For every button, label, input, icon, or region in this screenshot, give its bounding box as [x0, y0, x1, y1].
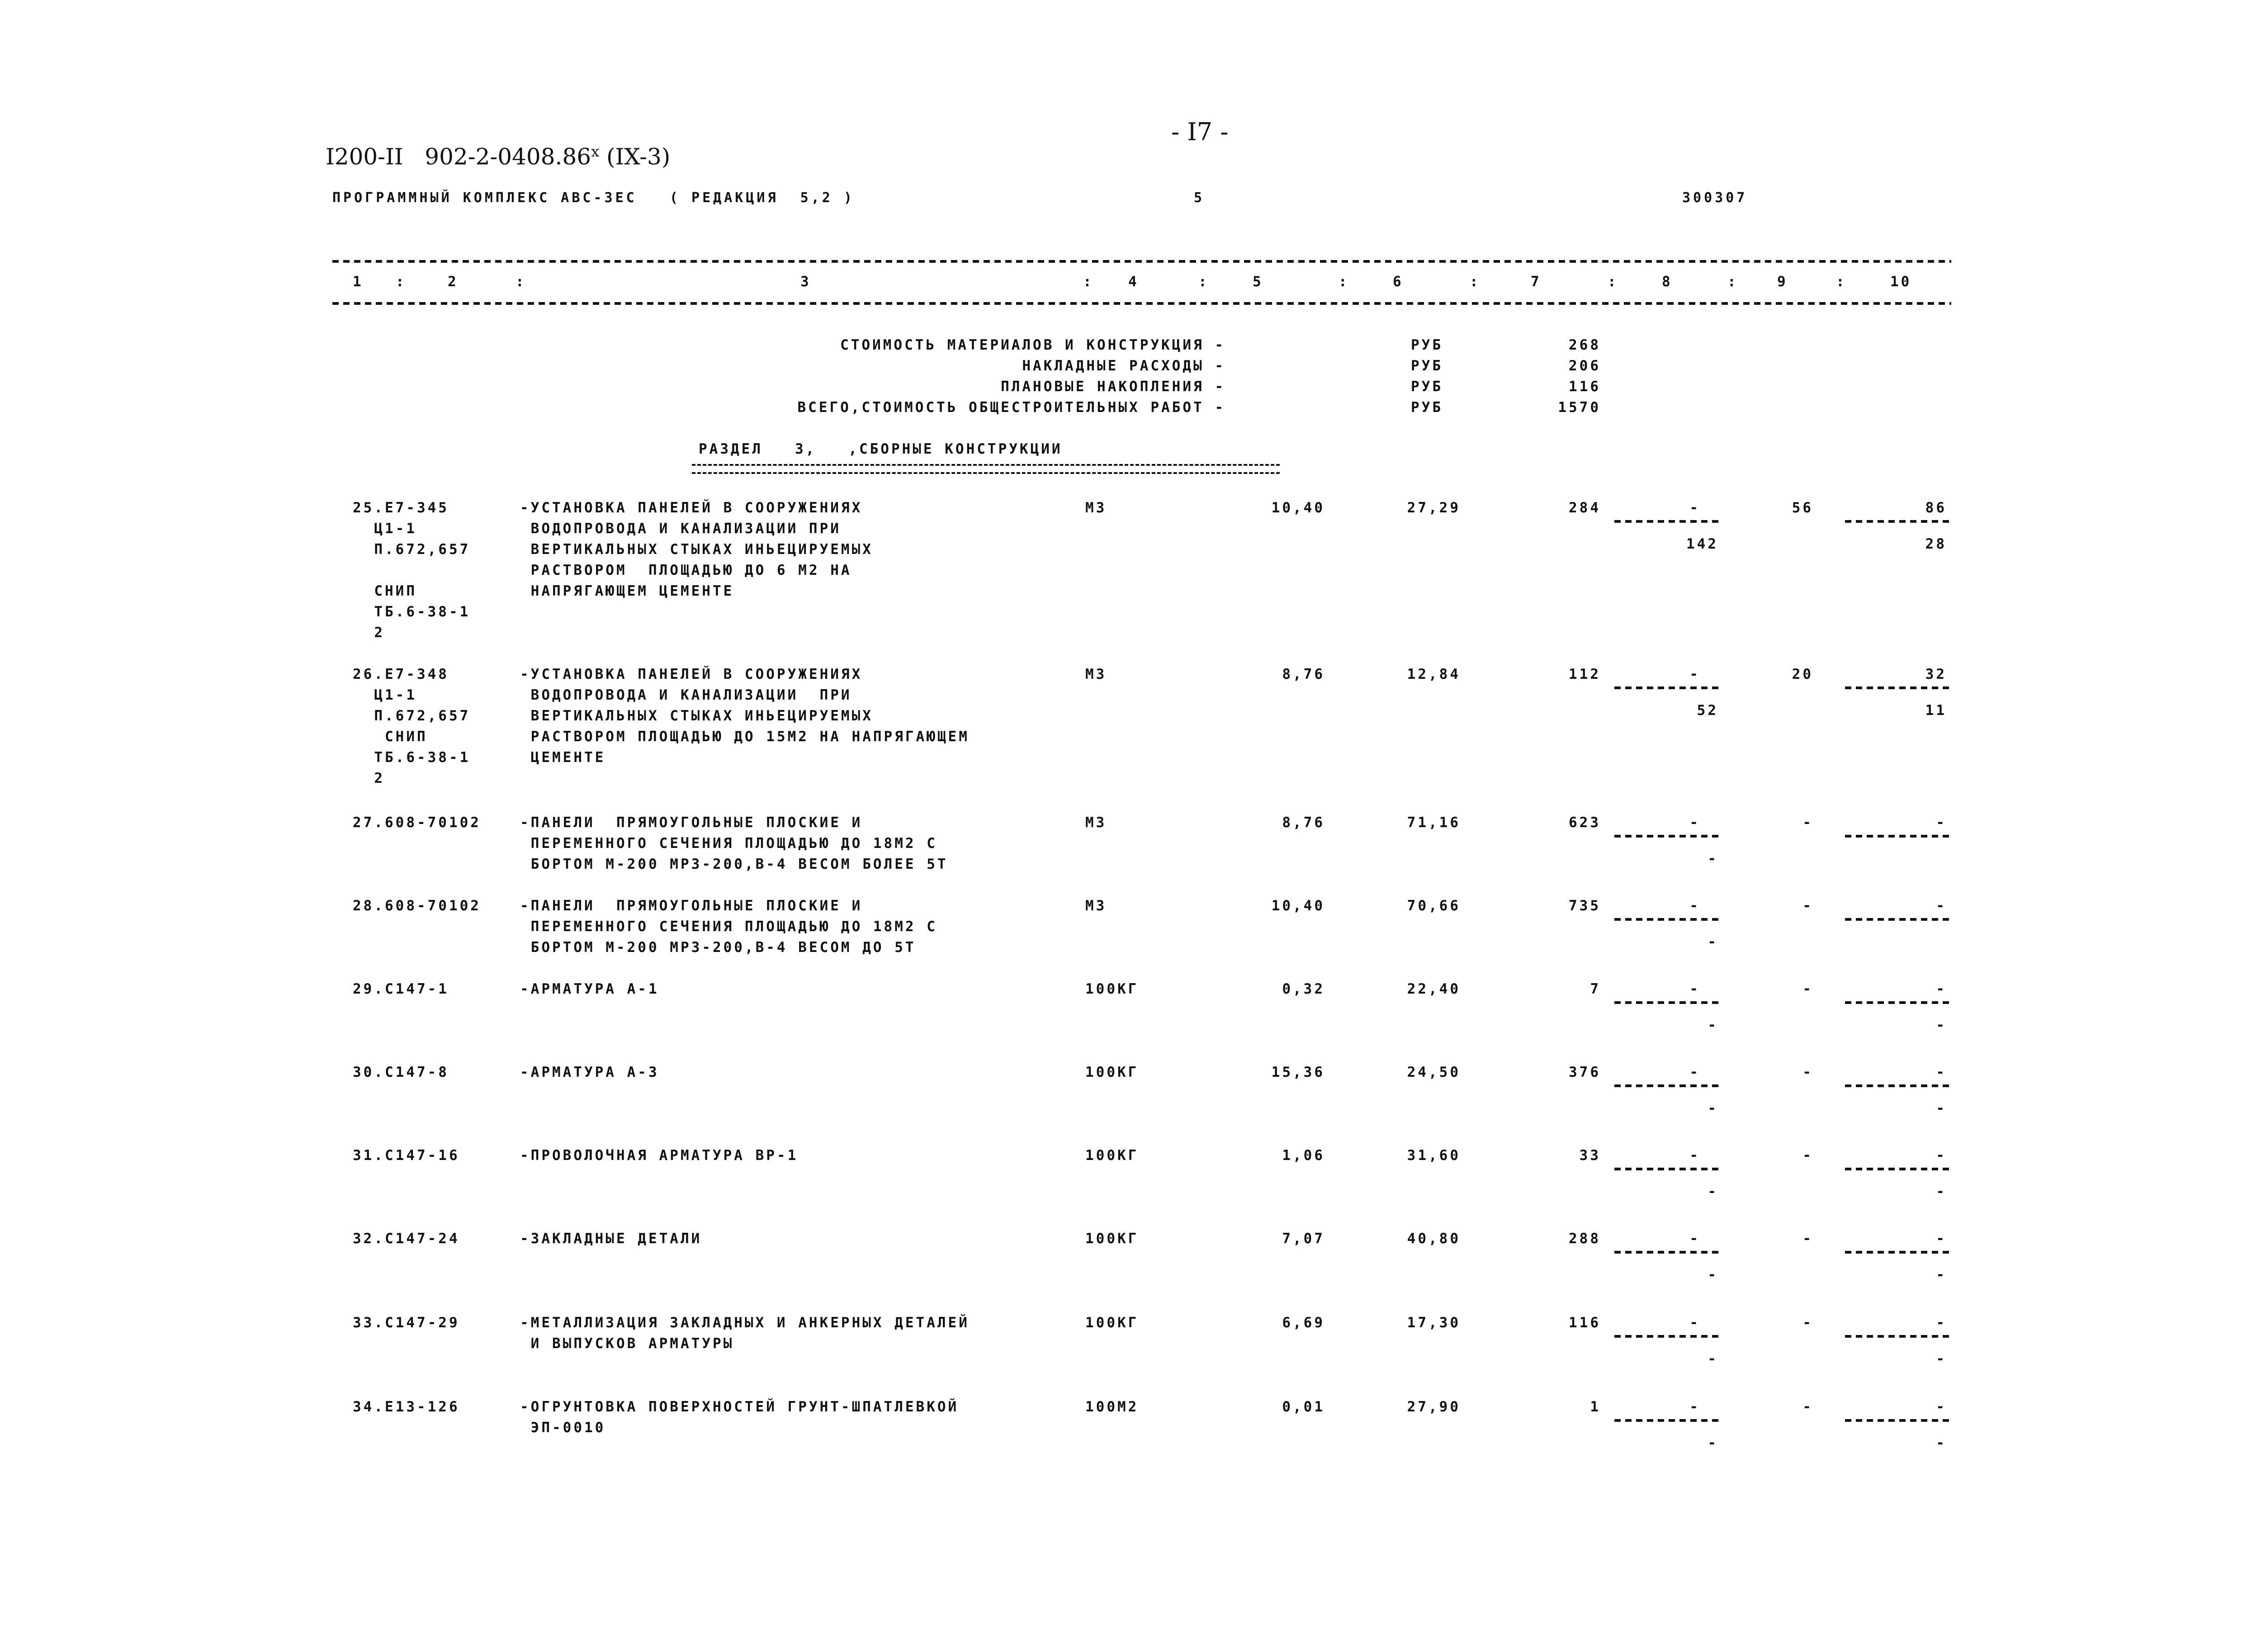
- row-col10-top: -: [1936, 814, 1947, 831]
- row-col10-bottom: -: [1936, 1351, 1947, 1367]
- row-col10-top: 32: [1925, 666, 1947, 682]
- total-unit: РУБ: [1411, 399, 1443, 416]
- row-col10-bottom: -: [1936, 1435, 1947, 1451]
- row-col10-top: -: [1936, 898, 1947, 914]
- row-quantity: 8,76: [1282, 814, 1325, 831]
- row-quantity: 15,36: [1271, 1064, 1325, 1080]
- row-unit-price: 40,80: [1407, 1231, 1461, 1247]
- total-value: 1570: [1558, 399, 1601, 416]
- row-total: 288: [1569, 1231, 1601, 1247]
- row-col9: 20: [1792, 666, 1813, 682]
- row-unit: 100КГ: [1085, 1064, 1139, 1080]
- row-col10-rule: [1845, 1168, 1949, 1170]
- row-col8-bottom: -: [1708, 934, 1718, 950]
- row-unit-price: 27,29: [1407, 500, 1461, 516]
- row-name: -ПАНЕЛИ ПРЯМОУГОЛЬНЫЕ ПЛОСКИЕ И ПЕРЕМЕННОГО СЕЧЕНИЯ ПЛОЩАДЬЮ ДО 18М2 С БОРТОМ М-200 МРЗ-200,В-4 ВЕСОМ ДО 5Т: [520, 898, 937, 956]
- row-total: 33: [1579, 1147, 1601, 1164]
- column-separator: :: [1198, 274, 1209, 290]
- total-label: НАКЛАДНЫЕ РАСХОДЫ -: [1022, 358, 1225, 374]
- row-name: -МЕТАЛЛИЗАЦИЯ ЗАКЛАДНЫХ И АНКЕРНЫХ ДЕТАЛЕЙ И ВЫПУСКОВ АРМАТУРЫ: [520, 1315, 970, 1352]
- row-col8-bottom: 142: [1686, 536, 1718, 552]
- section-title: РАЗДЕЛ 3, ,СБОРНЫЕ КОНСТРУКЦИИ: [699, 441, 1063, 457]
- total-label: ПЛАНОВЫЕ НАКОПЛЕНИЯ -: [1001, 379, 1225, 395]
- row-col8-bottom: -: [1708, 1100, 1718, 1117]
- row-col8-rule: [1614, 1168, 1718, 1170]
- column-header-1: 1: [353, 274, 364, 290]
- document-id-code: 300307: [1682, 190, 1748, 206]
- row-col8-rule: [1614, 1001, 1718, 1004]
- total-unit: РУБ: [1411, 337, 1443, 353]
- row-col8-bottom: -: [1708, 1435, 1718, 1451]
- row-code: 30.С147-8: [353, 1064, 449, 1080]
- row-name: -ОГРУНТОВКА ПОВЕРХНОСТЕЙ ГРУНТ-ШПАТЛЕВКОЙ ЭП-0010: [520, 1399, 959, 1436]
- row-col9: 56: [1792, 500, 1813, 516]
- row-unit: 100М2: [1085, 1399, 1139, 1415]
- row-col10-bottom: -: [1936, 1267, 1947, 1283]
- row-col8-rule: [1614, 686, 1718, 689]
- row-col9: -: [1802, 1231, 1813, 1247]
- total-unit: РУБ: [1411, 358, 1443, 374]
- row-quantity: 6,69: [1282, 1315, 1325, 1331]
- column-separator: :: [1339, 274, 1349, 290]
- column-header-3: 3: [800, 274, 811, 290]
- column-header-2: 2: [448, 274, 459, 290]
- row-col10-bottom: -: [1936, 1100, 1947, 1117]
- row-unit: М3: [1085, 814, 1107, 831]
- row-code: 27.608-70102: [353, 814, 481, 831]
- row-unit-price: 70,66: [1407, 898, 1461, 914]
- row-col10-top: -: [1936, 1147, 1947, 1164]
- row-unit: 100КГ: [1085, 1231, 1139, 1247]
- row-col8-bottom: -: [1708, 1183, 1718, 1200]
- row-col8-rule: [1614, 1251, 1718, 1254]
- column-header-6: 6: [1393, 274, 1404, 290]
- column-header-4: 4: [1128, 274, 1139, 290]
- row-unit-price: 24,50: [1407, 1064, 1461, 1080]
- row-col8-rule: [1614, 918, 1718, 921]
- column-separator: :: [1470, 274, 1481, 290]
- row-col10-top: -: [1936, 1315, 1947, 1331]
- row-col8-top: -: [1689, 1315, 1700, 1331]
- column-header-7: 7: [1531, 274, 1542, 290]
- column-separator: :: [516, 274, 526, 290]
- row-col10-top: -: [1936, 1399, 1947, 1415]
- row-col8-bottom: 52: [1697, 702, 1718, 719]
- row-col9: -: [1802, 981, 1813, 997]
- row-name: -АРМАТУРА А-1: [520, 981, 659, 997]
- row-name: -УСТАНОВКА ПАНЕЛЕЙ В СООРУЖЕНИЯХ ВОДОПРОВОДА И КАНАЛИЗАЦИИ ПРИ ВЕРТИКАЛЬНЫХ СТЫКАХ ИНЬЕЦИРУЕМЫХ РАСТВОРОМ ПЛОЩАДЬЮ ДО 15М2 НА НАПРЯГАЮЩЕМ ЦЕМЕНТЕ: [520, 666, 970, 766]
- row-total: 116: [1569, 1315, 1601, 1331]
- row-col10-rule: [1845, 1251, 1949, 1254]
- row-code: 34.Е13-126: [353, 1399, 460, 1415]
- row-col10-rule: [1845, 1419, 1949, 1422]
- row-unit-price: 12,84: [1407, 666, 1461, 682]
- row-code: 26.Е7-348 Ц1-1 П.672,657 СНИП ТБ.6-38-1 2: [353, 666, 471, 786]
- row-col8-top: -: [1689, 666, 1700, 682]
- row-quantity: 0,01: [1282, 1399, 1325, 1415]
- row-total: 284: [1569, 500, 1601, 516]
- row-col10-bottom: 28: [1925, 536, 1947, 552]
- row-col10-bottom: 11: [1925, 702, 1947, 719]
- row-total: 623: [1569, 814, 1601, 831]
- row-col9: -: [1802, 898, 1813, 914]
- row-col8-top: -: [1689, 981, 1700, 997]
- document-code-suffix: (IX-3): [599, 143, 671, 170]
- row-col8-top: -: [1689, 814, 1700, 831]
- row-col8-rule: [1614, 1084, 1718, 1087]
- column-header-9: 9: [1777, 274, 1788, 290]
- row-col8-top: -: [1689, 898, 1700, 914]
- column-separator: :: [1836, 274, 1847, 290]
- row-unit-price: 17,30: [1407, 1315, 1461, 1331]
- total-value: 116: [1569, 379, 1601, 395]
- row-col8-bottom: -: [1708, 1267, 1718, 1283]
- total-label: СТОИМОСТЬ МАТЕРИАЛОВ И КОНСТРУКЦИЯ -: [840, 337, 1225, 353]
- row-col8-rule: [1614, 1419, 1718, 1422]
- column-header-8: 8: [1662, 274, 1673, 290]
- row-col8-bottom: -: [1708, 1017, 1718, 1033]
- row-code: 28.608-70102: [353, 898, 481, 914]
- row-col8-rule: [1614, 520, 1718, 523]
- row-col10-top: -: [1936, 981, 1947, 997]
- row-col10-rule: [1845, 918, 1949, 921]
- header-bottom-rule: [332, 302, 1951, 305]
- program-complex-label: ПРОГРАММНЫЙ КОМПЛЕКС АВС-ЗЕС ( РЕДАКЦИЯ 5,2 ): [332, 190, 855, 206]
- row-col10-top: -: [1936, 1231, 1947, 1247]
- row-col8-top: -: [1689, 1064, 1700, 1080]
- row-col8-top: -: [1689, 1231, 1700, 1247]
- row-col9: -: [1802, 1147, 1813, 1164]
- column-separator: :: [1727, 274, 1738, 290]
- section-title-underline: [692, 464, 1280, 474]
- row-unit-price: 71,16: [1407, 814, 1461, 831]
- column-separator: :: [1083, 274, 1094, 290]
- row-code: 32.С147-24: [353, 1231, 460, 1247]
- row-col10-top: -: [1936, 1064, 1947, 1080]
- row-name: -ПРОВОЛОЧНАЯ АРМАТУРА ВР-1: [520, 1147, 799, 1164]
- column-header-5: 5: [1253, 274, 1263, 290]
- row-col8-bottom: -: [1708, 1351, 1718, 1367]
- row-quantity: 10,40: [1271, 500, 1325, 516]
- row-unit: М3: [1085, 898, 1107, 914]
- row-col10-rule: [1845, 1001, 1949, 1004]
- row-col10-bottom: -: [1936, 1017, 1947, 1033]
- row-name: -ЗАКЛАДНЫЕ ДЕТАЛИ: [520, 1231, 702, 1247]
- row-unit: 100КГ: [1085, 1147, 1139, 1164]
- document-code: [326, 143, 670, 170]
- row-col8-top: -: [1689, 1147, 1700, 1164]
- column-header-10: 10: [1890, 274, 1912, 290]
- column-separator: :: [396, 274, 407, 290]
- row-col8-top: -: [1689, 1399, 1700, 1415]
- row-col9: -: [1802, 814, 1813, 831]
- row-unit-price: 31,60: [1407, 1147, 1461, 1164]
- row-col8-top: -: [1689, 500, 1700, 516]
- row-col8-rule: [1614, 1335, 1718, 1338]
- row-code: 33.С147-29: [353, 1315, 460, 1331]
- row-code: 31.С147-16: [353, 1147, 460, 1164]
- row-col10-rule: [1845, 686, 1949, 689]
- row-col9: -: [1802, 1399, 1813, 1415]
- row-quantity: 0,32: [1282, 981, 1325, 997]
- total-value: 268: [1569, 337, 1601, 353]
- row-col10-top: 86: [1925, 500, 1947, 516]
- row-total: 1: [1590, 1399, 1601, 1415]
- row-col8-bottom: -: [1708, 851, 1718, 867]
- row-name: -АРМАТУРА А-3: [520, 1064, 659, 1080]
- page-number: - I7 -: [1171, 118, 1229, 146]
- row-unit: М3: [1085, 666, 1107, 682]
- row-total: 7: [1590, 981, 1601, 997]
- document-code-main: I200-II 902-2-0408.86: [326, 143, 591, 170]
- row-unit: 100КГ: [1085, 981, 1139, 997]
- document-code-superscript: x: [591, 143, 600, 160]
- row-name: -ПАНЕЛИ ПРЯМОУГОЛЬНЫЕ ПЛОСКИЕ И ПЕРЕМЕННОГО СЕЧЕНИЯ ПЛОЩАДЬЮ ДО 18М2 С БОРТОМ М-200 МРЗ-200,В-4 ВЕСОМ БОЛЕЕ 5Т: [520, 814, 948, 872]
- row-unit: 100КГ: [1085, 1315, 1139, 1331]
- row-unit-price: 22,40: [1407, 981, 1461, 997]
- row-name: -УСТАНОВКА ПАНЕЛЕЙ В СООРУЖЕНИЯХ ВОДОПРОВОДА И КАНАЛИЗАЦИИ ПРИ ВЕРТИКАЛЬНЫХ СТЫКАХ ИНЬЕЦИРУЕМЫХ РАСТВОРОМ ПЛОЩАДЬЮ ДО 6 М2 НА НАПРЯГАЮЩЕМ ЦЕМЕНТЕ: [520, 500, 873, 599]
- row-quantity: 7,07: [1282, 1231, 1325, 1247]
- row-col10-rule: [1845, 835, 1949, 838]
- row-unit-price: 27,90: [1407, 1399, 1461, 1415]
- row-col10-bottom: -: [1936, 1183, 1947, 1200]
- row-unit: М3: [1085, 500, 1107, 516]
- row-quantity: 10,40: [1271, 898, 1325, 914]
- row-code: 25.Е7-345 Ц1-1 П.672,657 СНИП ТБ.6-38-1 2: [353, 500, 471, 641]
- row-quantity: 1,06: [1282, 1147, 1325, 1164]
- total-unit: РУБ: [1411, 379, 1443, 395]
- column-separator: :: [1608, 274, 1618, 290]
- total-label: ВСЕГО,СТОИМОСТЬ ОБЩЕСТРОИТЕЛЬНЫХ РАБОТ -: [797, 399, 1225, 416]
- row-total: 735: [1569, 898, 1601, 914]
- row-col9: -: [1802, 1315, 1813, 1331]
- row-col10-rule: [1845, 1084, 1949, 1087]
- sheet-number: 5: [1194, 190, 1205, 206]
- row-total: 376: [1569, 1064, 1601, 1080]
- total-value: 206: [1569, 358, 1601, 374]
- row-col9: -: [1802, 1064, 1813, 1080]
- row-code: 29.С147-1: [353, 981, 449, 997]
- row-quantity: 8,76: [1282, 666, 1325, 682]
- header-top-rule: [332, 260, 1951, 263]
- row-col10-rule: [1845, 520, 1949, 523]
- row-col8-rule: [1614, 835, 1718, 838]
- row-total: 112: [1569, 666, 1601, 682]
- row-col10-rule: [1845, 1335, 1949, 1338]
